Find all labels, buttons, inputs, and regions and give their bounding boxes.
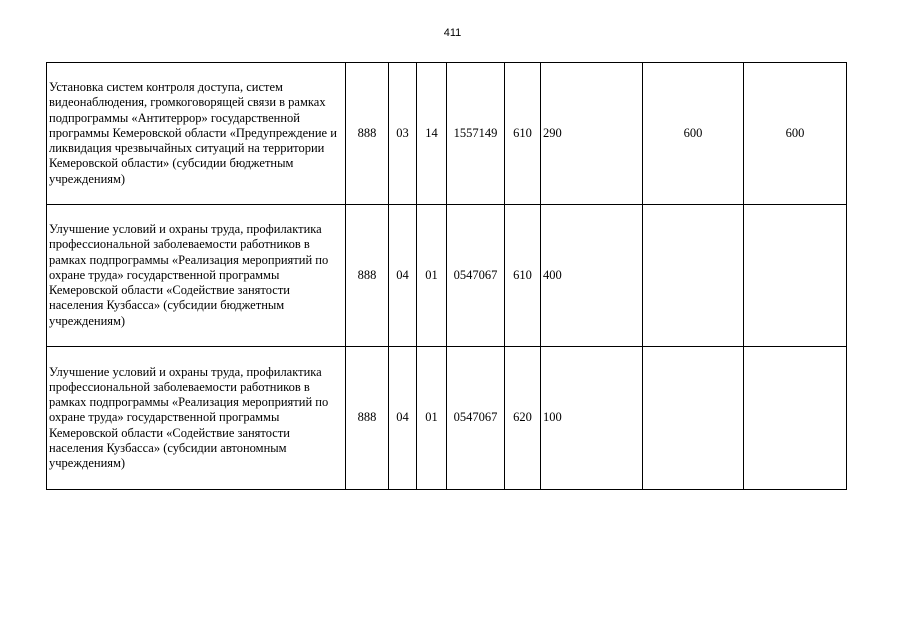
amount-year-3: 600 [744,63,847,205]
section-code: 03 [389,63,417,205]
section-code: 04 [389,347,417,490]
amount-year-2 [643,347,744,490]
expense-type-code: 610 [505,63,541,205]
row-description: Улучшение условий и охраны труда, профилактика профессиональной заболеваемости работников в рамках подпрограммы «Реализация мероприятий по охране труда» государственной программы Кемеровской области «Содействие занятости населения Кузбасса» (субсидии автономным учреждениям) [47,347,346,490]
table-row [47,63,847,205]
expense-type-code: 620 [505,347,541,490]
target-article-code: 0547067 [447,347,505,490]
ministry-code: 888 [346,347,389,490]
amount-year-3 [744,347,847,490]
amount-year-1: 100 [541,347,643,490]
table-row [47,347,847,490]
amount-year-1: 290 [541,63,643,205]
target-article-code: 0547067 [447,205,505,347]
amount-year-2: 600 [643,63,744,205]
row-description: Установка систем контроля доступа, систем видеонаблюдения, громкоговорящей связи в рамках подпрограммы «Антитеррор» государственной программы Кемеровской области «Предупреждение и ликвидация чрезвычайных ситуаций на территории Кемеровской области» (субсидии бюджетным учреждениям) [47,63,346,205]
page-number: 411 [443,27,462,39]
budget-table [46,62,847,490]
subsection-code: 14 [417,63,447,205]
amount-year-3 [744,205,847,347]
amount-year-2 [643,205,744,347]
table-row [47,205,847,347]
ministry-code: 888 [346,63,389,205]
subsection-code: 01 [417,205,447,347]
amount-year-1: 400 [541,205,643,347]
ministry-code: 888 [346,205,389,347]
expense-type-code: 610 [505,205,541,347]
target-article-code: 1557149 [447,63,505,205]
subsection-code: 01 [417,347,447,490]
row-description: Улучшение условий и охраны труда, профилактика профессиональной заболеваемости работников в рамках подпрограммы «Реализация мероприятий по охране труда» государственной программы Кемеровской области «Содействие занятости населения Кузбасса» (субсидии бюджетным учреждениям) [47,205,346,347]
section-code: 04 [389,205,417,347]
